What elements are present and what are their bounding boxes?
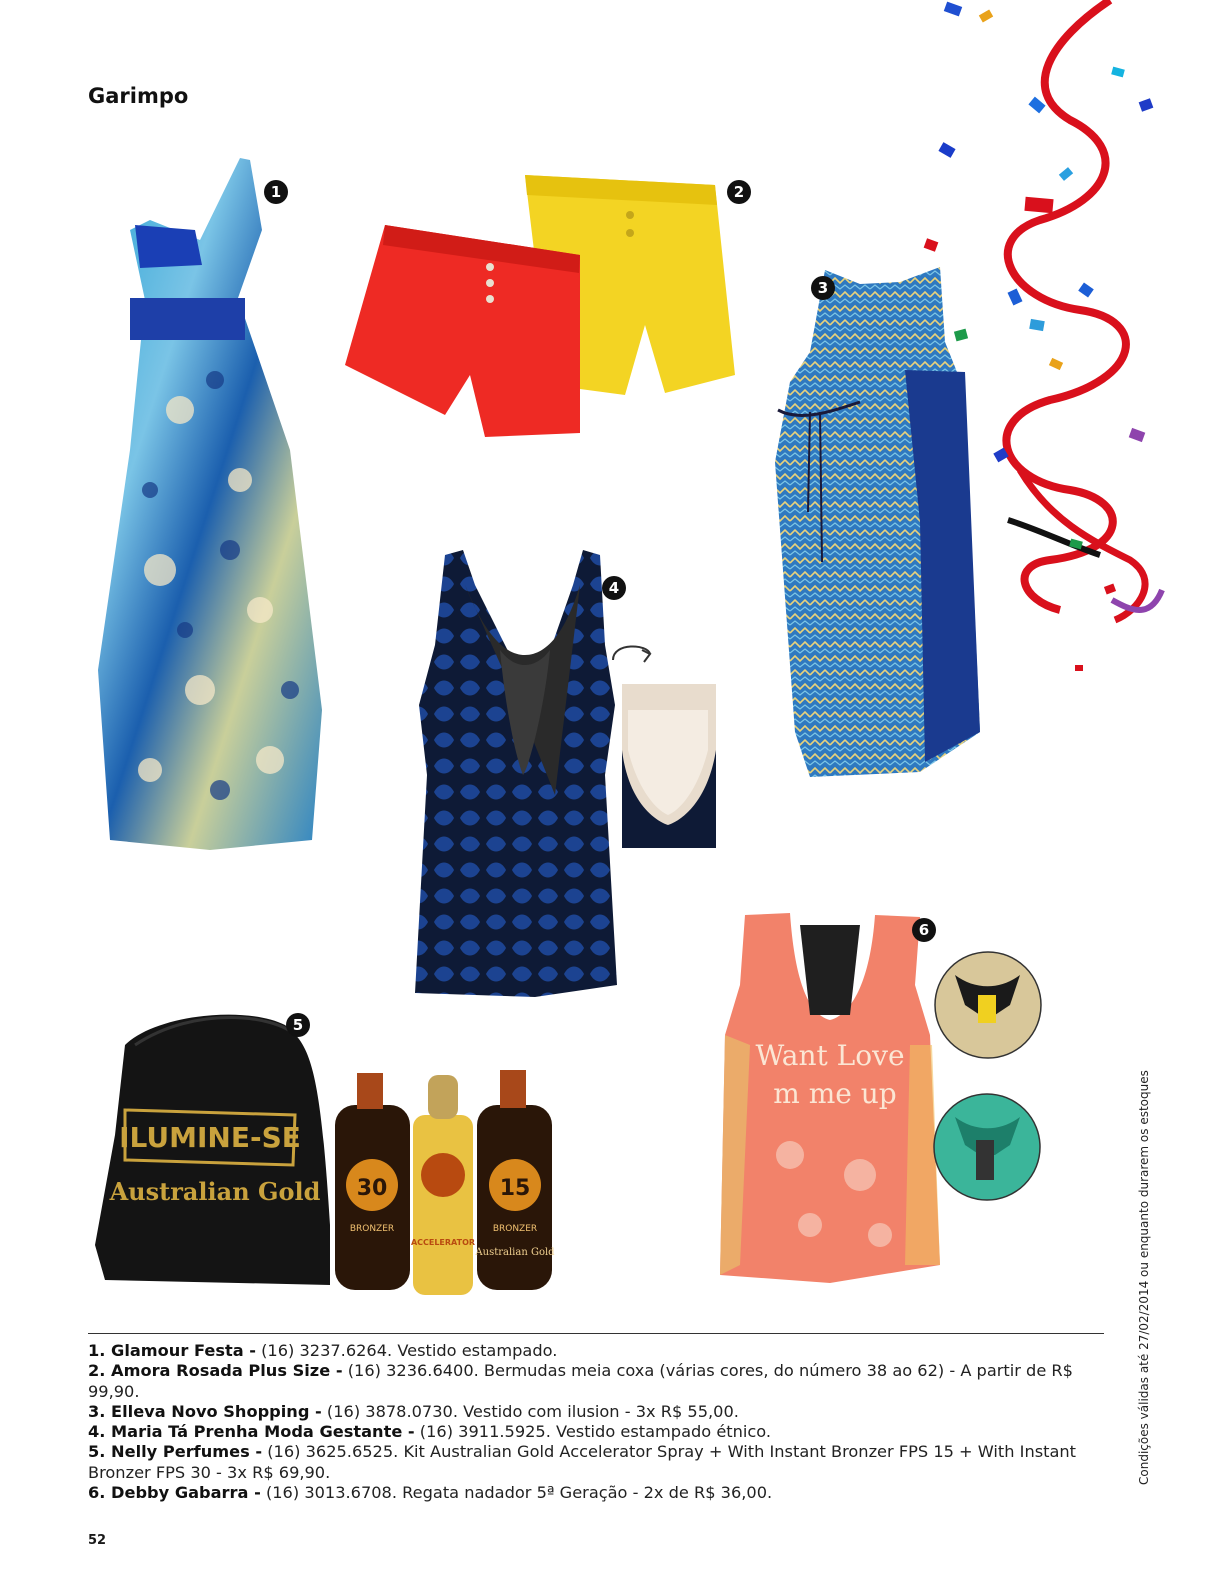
credit-description: (16) 3236.6400. Bermudas meia coxa (várias cores, do número 38 ao 62) - A partir de R$ 99,90.: [88, 1361, 1073, 1401]
item-number-5: 5: [286, 1013, 310, 1037]
product-1-printed-gown: [90, 150, 330, 860]
product-5-australian-gold-kit: [95, 1005, 560, 1295]
bag-text-line-1: ILUMINE-SE: [119, 1121, 301, 1154]
tank-print-line-2: m me up: [773, 1077, 897, 1110]
tank-print-line-1: Want Love: [755, 1039, 905, 1072]
credit-item-5: [88, 1442, 1118, 1483]
product-3-printed-dress: [770, 262, 985, 780]
bottle-left-label: BRONZER: [349, 1224, 395, 1234]
item-number-1: 1: [264, 180, 288, 204]
credit-store-name: 3. Elleva Novo Shopping -: [88, 1401, 322, 1421]
bottle-brand: Australian Gold: [475, 1247, 555, 1258]
product-2-shorts: [345, 165, 745, 440]
credit-store-name: 6. Debby Gabarra -: [88, 1483, 261, 1503]
credit-description: (16) 3878.0730. Vestido com ilusion - 3x R$ 55,00.: [321, 1401, 739, 1421]
product-4-back-detail: [608, 650, 728, 850]
credit-store-name: 5. Nelly Perfumes -: [88, 1442, 263, 1462]
section-title: Garimpo: [88, 84, 189, 108]
item-number-3: 3: [811, 276, 835, 300]
validity-note: Condições válidas até 27/02/2014 ou enquanto durarem os estoques: [1137, 1070, 1151, 1485]
item-number-4: 4: [602, 576, 626, 600]
bottle-middle-label: ACCELERATOR: [410, 1238, 476, 1247]
credit-item-6: [88, 1483, 1118, 1503]
credit-description: (16) 3237.6264. Vestido estampado.: [255, 1341, 558, 1360]
credits-list: [88, 1341, 1118, 1503]
product-6-tank-top: [710, 905, 1060, 1285]
bottle-right-label: BRONZER: [492, 1224, 538, 1234]
credits-divider: [88, 1333, 1104, 1334]
page-number: 52: [88, 1533, 107, 1548]
credit-item-4: [88, 1422, 1118, 1442]
item-number-6: 6: [912, 918, 936, 942]
bag-text-line-2: Australian Gold: [109, 1177, 321, 1206]
credit-store-name: 2. Amora Rosada Plus Size -: [88, 1361, 343, 1381]
credit-description: (16) 3625.6525. Kit Australian Gold Accelerator Spray + With Instant Bronzer FPS 15 + With Instant Bronzer FPS 30 - 3x R$ 69,90.: [88, 1442, 1077, 1482]
item-number-2: 2: [727, 180, 751, 204]
credit-description: (16) 3911.5925. Vestido estampado étnico.: [414, 1422, 772, 1442]
credit-description: (16) 3013.6708. Regata nadador 5ª Geração - 2x de R$ 36,00.: [260, 1483, 773, 1503]
bottle-left-spf: 30: [356, 1176, 388, 1201]
credit-item-2: [88, 1361, 1118, 1402]
credit-store-name: 1. Glamour Festa -: [88, 1341, 256, 1360]
credit-store-name: 4. Maria Tá Prenha Moda Gestante -: [88, 1422, 415, 1442]
credit-item-1: [88, 1341, 1118, 1361]
bottle-right-spf: 15: [499, 1176, 531, 1201]
credit-item-3: [88, 1402, 1118, 1422]
